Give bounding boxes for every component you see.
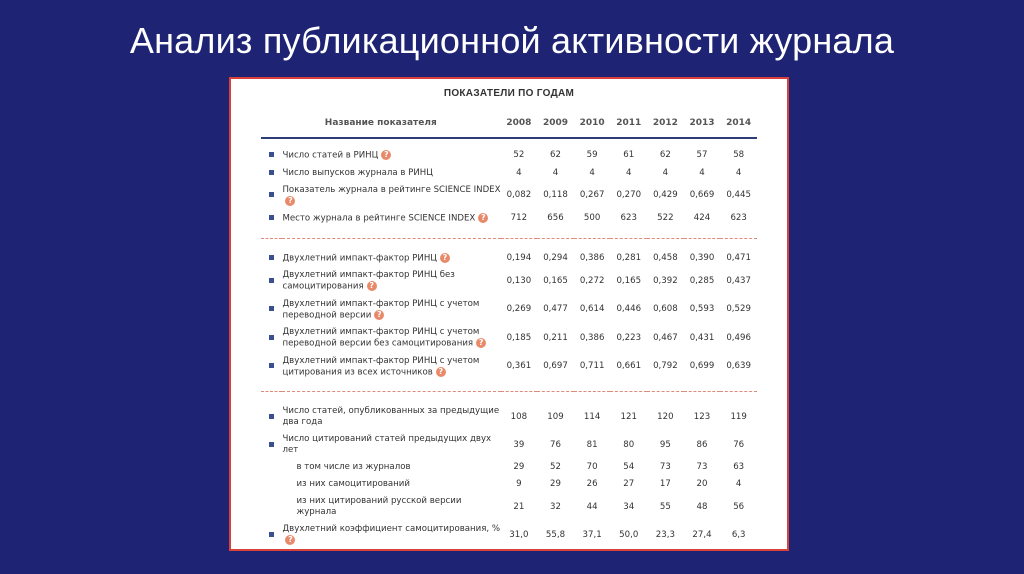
table-row [261,250,757,268]
value-cell: 0,294 [543,252,568,263]
indicator-label: из них цитирований русской версии журнала [296,496,462,517]
indicator-label: Двухлетний импакт-фактор РИНЦ с учетом переводной версии без самоцитирования [282,327,480,349]
value-cell: 0,529 [726,304,751,315]
value-cell: 0,270 [616,190,642,201]
value-cell: 0,211 [543,332,568,343]
indicator-label-cell [282,267,500,296]
value-cell: 57 [696,150,708,161]
square-bullet-icon [269,170,274,175]
slide-title: Анализ публикационной активности журнала [129,20,895,61]
indicator-label: Число выпусков журнала в РИНЦ [282,167,433,178]
square-bullet-icon [269,192,274,197]
value-cell: 4 [516,167,522,178]
value-cell: 0,285 [689,275,715,286]
square-bullet-icon [269,215,274,220]
bullet-cell [261,459,282,476]
indicator-label: в том числе из журналов [296,462,411,472]
table-row [261,476,757,493]
bullet-cell [261,403,282,431]
table-row [261,267,757,296]
value-cell: 52 [550,462,561,472]
indicator-label: Двухлетний коэффициент самоцитирования, % [282,524,501,534]
indicator-label: Число статей в РИНЦ [282,150,379,161]
table-row [261,147,757,165]
bullet-cell [261,250,282,268]
square-bullet-icon [269,532,274,537]
table-row [261,324,757,353]
indicator-label: Место журнала в рейтинге SCIENCE INDEX [282,213,476,224]
indicator-label-cell [282,493,500,521]
table-row [261,182,757,211]
square-bullet-icon [269,152,274,157]
bullet-cell [261,147,282,165]
value-cell: 0,165 [543,275,568,286]
indicator-label-cell [282,353,500,382]
value-cell: 9 [516,479,522,489]
value-cell: 55 [659,501,671,512]
indicator-label-cell [282,431,500,459]
value-cell: 4 [589,167,595,178]
bullet-cell [261,165,282,182]
value-cell: 522 [657,213,674,224]
value-cell: 0,445 [726,190,751,201]
value-cell: 48 [696,501,708,512]
value-cell: 4 [735,167,742,178]
help-icon[interactable]: ? [478,213,488,223]
column-header-year: 2014 [726,118,752,128]
value-cell: 76 [733,439,745,450]
indicator-label: из них самоцитирований [296,479,410,489]
indicator-label: Число цитирований статей предыдущих двух лет [282,434,492,455]
value-cell: 119 [730,411,747,422]
value-cell: 0,608 [653,304,678,315]
value-cell: 6,3 [731,529,746,540]
help-icon[interactable]: ? [381,150,391,160]
value-cell: 0,194 [506,252,532,263]
value-cell: 86 [696,439,708,450]
value-cell: 55,8 [545,529,566,540]
table-row [261,459,757,476]
value-cell: 0,165 [616,275,642,286]
value-cell: 0,386 [579,252,605,263]
value-cell: 123 [693,411,711,422]
indicator-label-cell [282,476,500,493]
value-cell: 70 [586,462,598,472]
table-row [261,210,757,228]
value-cell: 0,429 [653,190,678,201]
value-cell: 23,3 [655,529,675,540]
value-cell: 712 [510,213,528,224]
value-cell: 95 [659,439,671,450]
value-cell: 80 [623,439,635,450]
value-cell: 0,496 [726,332,751,343]
spacer-row [261,138,757,147]
value-cell: 37,1 [582,529,602,540]
indicators-table [261,109,757,550]
value-cell: 0,118 [543,190,568,201]
panel-title: ПОКАЗАТЕЛИ ПО ГОДАМ [443,88,575,99]
value-cell: 0,269 [506,304,532,315]
value-cell: 0,386 [579,332,605,343]
value-cell: 26 [586,479,598,489]
value-cell: 0,223 [616,332,642,343]
bullet-cell [261,182,282,211]
indicator-label: Показатель журнала в рейтинге SCIENCE INDEX [282,184,501,195]
value-cell: 34 [623,501,635,512]
table-header-row [261,109,757,138]
value-cell: 56 [733,501,745,512]
square-bullet-icon [269,363,274,368]
bullet-cell [261,210,282,228]
bullet-cell [261,476,282,493]
value-cell: 0,392 [653,275,678,286]
value-cell: 29 [550,479,561,489]
value-cell: 76 [550,439,561,450]
indicator-label-cell [282,403,500,431]
bullet-cell [261,493,282,521]
help-icon[interactable]: ? [285,535,295,545]
value-cell: 0,661 [616,361,642,372]
value-cell: 0,614 [579,304,605,315]
column-header-year: 2012 [652,118,678,128]
indicators-panel [229,77,789,551]
help-icon[interactable]: ? [374,310,384,320]
value-cell: 0,390 [689,252,715,263]
value-cell: 0,467 [653,332,678,343]
value-cell: 59 [586,150,598,161]
value-cell: 0,267 [579,190,605,201]
value-cell: 424 [693,213,711,224]
value-cell: 20 [696,479,708,489]
value-cell: 61 [623,150,635,161]
indicator-label: Двухлетний импакт-фактор РИНЦ с учетом цитирования из всех источников [282,355,480,377]
value-cell: 0,477 [543,304,568,315]
value-cell: 114 [583,411,601,422]
indicator-label-cell [282,165,500,182]
value-cell: 4 [552,167,559,178]
help-icon[interactable]: ? [436,367,446,377]
value-cell: 0,471 [726,252,751,263]
bullet-cell [261,324,282,353]
value-cell: 27 [623,479,635,489]
value-cell: 39 [513,439,525,450]
indicator-label-cell [282,147,500,165]
indicator-label-cell [282,182,500,211]
square-bullet-icon [269,255,274,260]
table-row [261,165,757,182]
value-cell: 0,697 [543,361,568,372]
table-row [261,493,757,521]
column-header-year: 2009 [542,118,569,128]
indicator-label: Двухлетний импакт-фактор РИНЦ без самоцитирования [282,270,455,292]
value-cell: 0,185 [506,332,532,343]
bullet-cell [261,267,282,296]
help-icon[interactable]: ? [440,253,450,263]
indicator-label: Число статей, опубликованных за предыдущие два года [282,406,500,427]
value-cell: 623 [620,213,637,224]
value-cell: 108 [510,411,528,422]
value-cell: 62 [659,150,671,161]
value-cell: 0,639 [726,361,751,372]
value-cell: 0,281 [616,252,642,263]
value-cell: 54 [623,462,635,472]
help-icon[interactable]: ? [367,281,377,291]
value-cell: 4 [626,167,632,178]
help-icon[interactable]: ? [476,338,486,348]
indicator-label-cell [282,250,500,268]
value-cell: 500 [583,213,601,224]
column-header-year: 2013 [689,118,715,128]
table-row [261,521,757,550]
value-cell: 4 [662,167,669,178]
value-cell: 0,431 [689,332,715,343]
bullet-cell [261,296,282,325]
value-cell: 0,082 [506,190,532,201]
value-cell: 0,593 [689,304,715,315]
value-cell: 21 [513,501,525,512]
value-cell: 0,458 [653,252,678,263]
indicator-label-cell [282,296,500,325]
table-body [261,138,757,550]
value-cell: 50,0 [619,529,639,540]
value-cell: 0,669 [689,190,715,201]
column-header-year: 2010 [579,118,605,128]
column-header-year: 2008 [506,118,532,128]
value-cell: 17 [659,479,671,489]
indicator-label-cell [282,324,500,353]
value-cell: 109 [547,411,564,422]
table-row [261,431,757,459]
value-cell: 0,699 [689,361,715,372]
value-cell: 32 [550,501,561,512]
square-bullet-icon [269,306,274,311]
value-cell: 656 [547,213,564,224]
column-header-name: Название показателя [324,118,437,128]
square-bullet-icon [269,414,274,419]
spacer-row [261,393,757,403]
value-cell: 0,711 [579,361,605,372]
value-cell: 63 [733,462,745,472]
value-cell: 4 [699,167,705,178]
value-cell: 623 [730,213,747,224]
value-cell: 120 [657,411,674,422]
value-cell: 31,0 [509,529,529,540]
value-cell: 0,792 [653,361,678,372]
value-cell: 0,361 [506,361,532,372]
value-cell: 58 [733,150,745,161]
table-row [261,403,757,431]
value-cell: 0,272 [579,275,605,286]
indicator-label-cell [282,459,500,476]
value-cell: 0,446 [616,304,642,315]
indicator-label-cell [282,521,500,550]
value-cell: 81 [586,439,598,450]
column-header-year: 2011 [616,118,642,128]
bullet-cell [261,353,282,382]
value-cell: 73 [659,462,671,472]
help-icon[interactable]: ? [285,196,295,206]
spacer-row [261,228,757,239]
table-row [261,353,757,382]
value-cell: 0,130 [506,275,532,286]
bullet-cell [261,521,282,550]
value-cell: 73 [696,462,708,472]
spacer-row [261,381,757,392]
indicator-label-cell [282,210,500,228]
indicator-label: Двухлетний импакт-фактор РИНЦ с учетом переводной версии [282,298,480,320]
value-cell: 52 [513,150,525,161]
square-bullet-icon [269,278,274,283]
square-bullet-icon [269,335,274,340]
value-cell: 121 [620,411,637,422]
value-cell: 27,4 [692,529,712,540]
bullet-cell [261,431,282,459]
indicator-label: Двухлетний импакт-фактор РИНЦ [282,253,437,263]
value-cell: 62 [550,150,561,161]
value-cell: 4 [735,479,742,489]
value-cell: 44 [586,501,598,512]
table-row [261,296,757,325]
value-cell: 29 [513,462,525,472]
square-bullet-icon [269,442,274,447]
spacer-row [261,240,757,250]
value-cell: 0,437 [726,275,751,286]
